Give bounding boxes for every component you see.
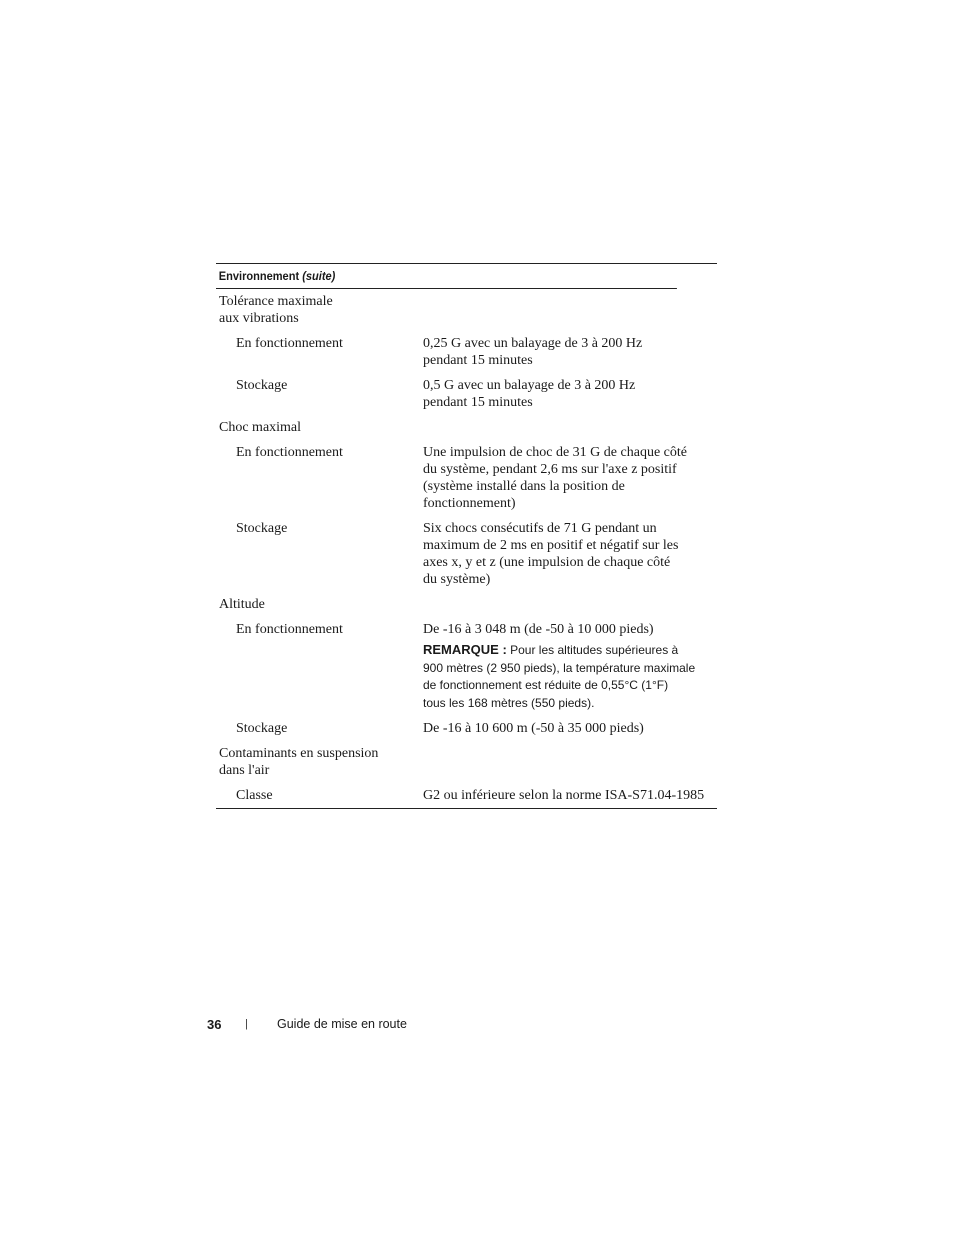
table-header-title: Environnement [218,269,300,283]
row-value [423,444,713,512]
row-value [423,377,713,411]
note-line: 900 mètres (2 950 pieds), la température maximale [423,660,696,675]
row-label-line: Contaminants en suspension [219,746,379,761]
page-footer [207,1016,407,1033]
row-value-line: Six chocs consécutifs de 71 G pendant un [423,521,657,536]
row-value-line: du système, pendant 2,6 ms sur l'axe z positif [423,462,677,477]
table-row-vibration-storage [216,377,717,411]
row-label: Stockage [236,378,288,393]
row-value-line: 0,5 G avec un balayage de 3 à 200 Hz [423,378,636,393]
table-row-shock-storage [216,520,717,588]
row-label: En fonctionnement [236,622,343,637]
row-value-line: De -16 à 3 048 m (de -50 à 10 000 pieds) [423,622,654,637]
row-value [423,596,713,613]
row-label: En fonctionnement [236,336,343,351]
table-row-shock [216,419,717,436]
row-value: G2 ou inférieure selon la norme ISA-S71.04-1985 [423,788,705,803]
table-header-suffix: (suite) [302,269,336,283]
row-label: Altitude [219,597,265,612]
table-row-contaminants [216,745,717,779]
row-value-line: (système installé dans la position de [423,479,625,494]
table-row-vibration [216,293,717,327]
row-value-line: 0,25 G avec un balayage de 3 à 200 Hz [423,336,643,351]
row-label: Stockage [236,721,288,736]
page-number: 36 [207,1017,222,1032]
row-label: Choc maximal [219,420,302,435]
table-header [216,264,677,289]
row-label [216,293,423,327]
footer-title: Guide de mise en route [277,1017,407,1031]
table-row-altitude-storage [216,720,717,737]
row-value [423,520,713,588]
table-row-altitude-operating [216,621,717,712]
table-row-shock-operating [216,444,717,512]
row-label-line: dans l'air [219,763,270,778]
footer-separator: | [245,1018,248,1030]
table-body [216,289,717,808]
row-value-line: fonctionnement) [423,496,516,511]
row-value-line: maximum de 2 ms en positif et négatif sur les [423,538,679,553]
row-value [423,293,713,327]
note-line: de fonctionnement est réduite de 0,55°C (1°F) [423,678,669,692]
note-line: Pour les altitudes supérieures à [510,643,679,657]
row-label: Stockage [236,521,288,536]
table-row-vibration-operating [216,335,717,369]
row-label [216,745,423,779]
row-value-line: pendant 15 minutes [423,395,533,410]
note-label: REMARQUE : [423,642,507,657]
row-value [423,621,713,712]
row-value [423,745,713,779]
row-label-line: Tolérance maximale [219,294,333,309]
row-value [423,335,713,369]
row-label-line: aux vibrations [219,311,299,326]
row-value-line: pendant 15 minutes [423,353,533,368]
environment-spec-table [216,263,717,809]
table-row-class [216,787,717,804]
row-value: De -16 à 10 600 m (-50 à 35 000 pieds) [423,721,644,736]
row-value-line: axes x, y et z (une impulsion de chaque côté [423,555,671,570]
row-value-line: Une impulsion de choc de 31 G de chaque côté [423,445,687,460]
row-value [423,419,713,436]
table-row-altitude [216,596,717,613]
note-line: tous les 168 mètres (550 pieds). [423,695,595,710]
altitude-note [423,641,713,712]
row-label: Classe [236,788,273,803]
row-value-line: du système) [423,572,491,587]
row-label: En fonctionnement [236,445,343,460]
